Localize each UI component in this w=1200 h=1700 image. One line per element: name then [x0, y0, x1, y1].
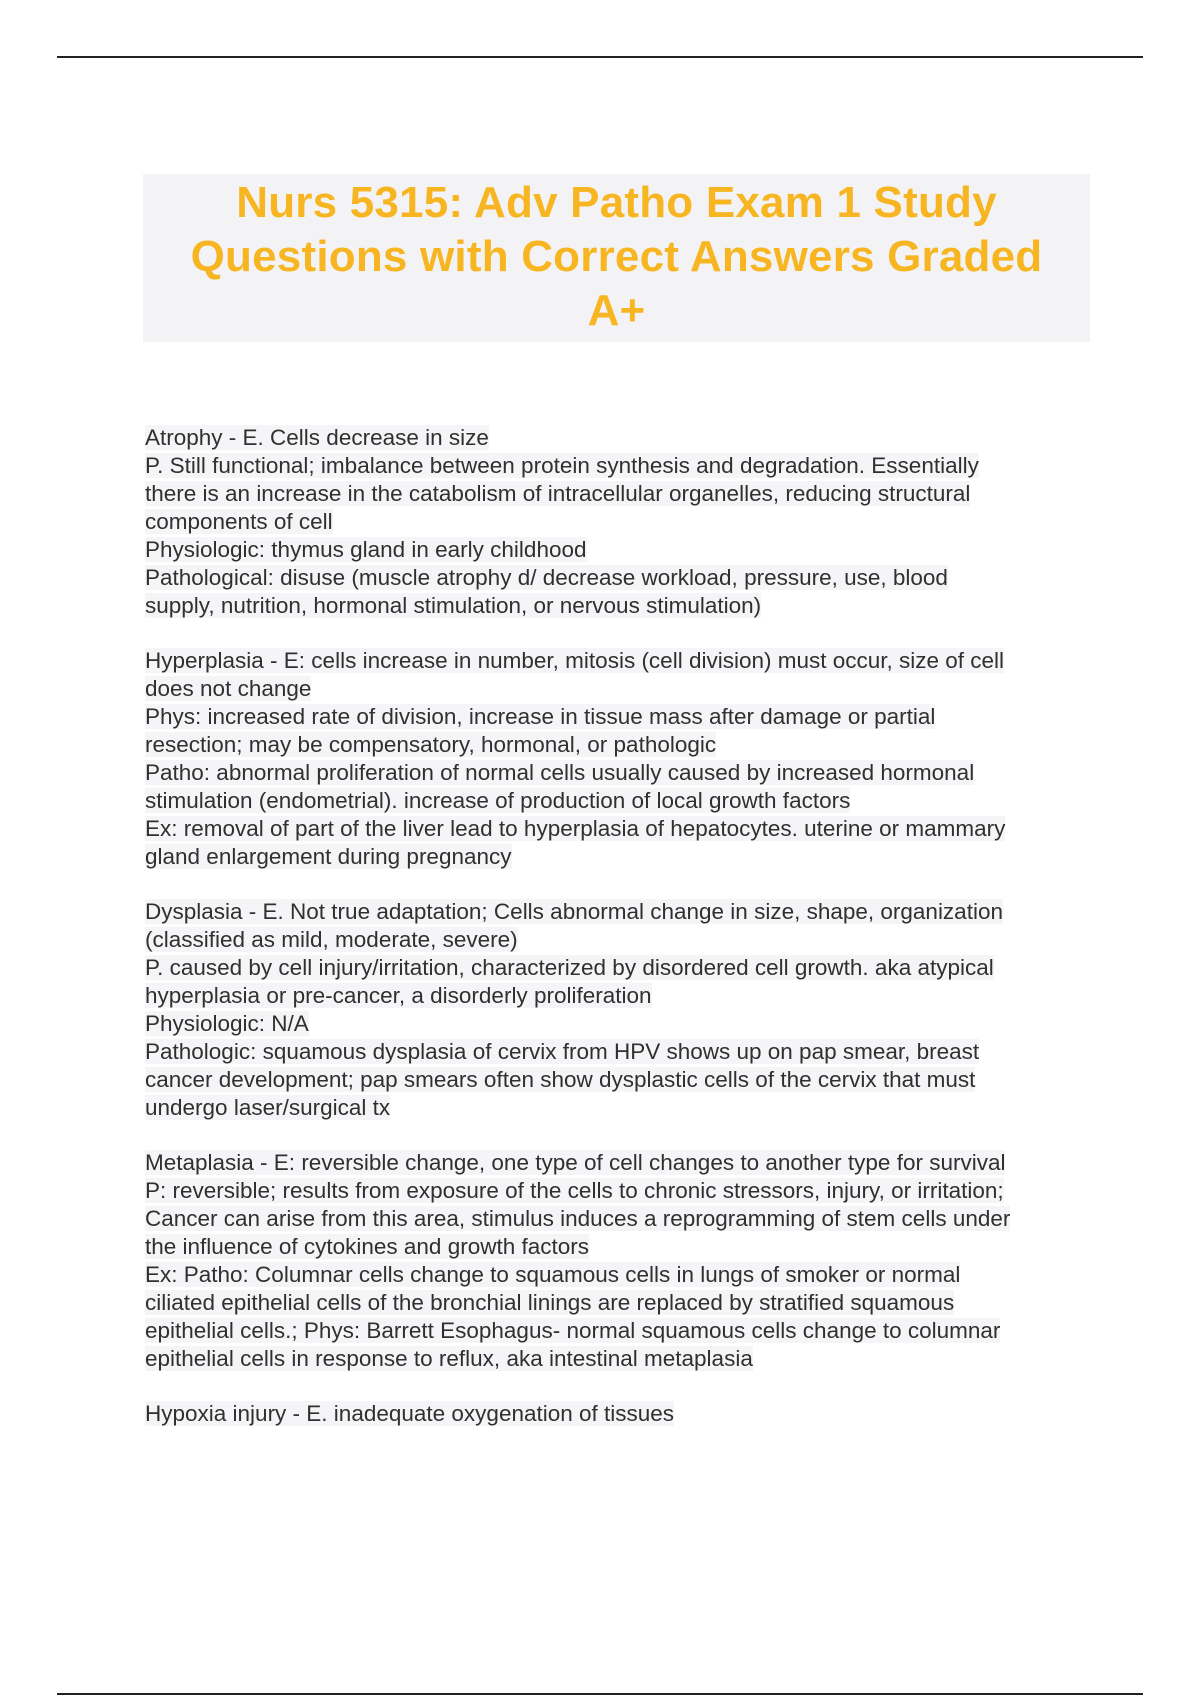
entry-atrophy — [145, 424, 1145, 620]
entry-line: P. caused by cell injury/irritation, characterized by disordered cell growth. aka atypical — [145, 955, 994, 980]
entry-line: Hypoxia injury - E. inadequate oxygenation of tissues — [145, 1401, 675, 1426]
entry-line: Physiologic: thymus gland in early childhood — [145, 537, 587, 562]
entry-line: P. Still functional; imbalance between protein synthesis and degradation. Essentially — [145, 453, 979, 478]
entry-line: stimulation (endometrial). increase of production of local growth factors — [145, 788, 851, 813]
entry-line: Pathologic: squamous dysplasia of cervix from HPV shows up on pap smear, breast — [145, 1039, 980, 1064]
entry-line: Ex: Patho: Columnar cells change to squamous cells in lungs of smoker or normal — [145, 1262, 961, 1287]
entry-line: Pathological: disuse (muscle atrophy d/ decrease workload, pressure, use, blood — [145, 565, 948, 590]
entry-dysplasia — [145, 898, 1145, 1122]
entry-line: Metaplasia - E: reversible change, one type of cell changes to another type for survival — [145, 1150, 1006, 1175]
entry-line: hyperplasia or pre-cancer, a disorderly proliferation — [145, 983, 652, 1008]
entry-line: Physiologic: N/A — [145, 1011, 309, 1036]
top-divider — [57, 56, 1143, 58]
entry-line: Patho: abnormal proliferation of normal cells usually caused by increased hormonal — [145, 760, 975, 785]
entry-line: cancer development; pap smears often show dysplastic cells of the cervix that must — [145, 1067, 976, 1092]
entry-line: Cancer can arise from this area, stimulus induces a reprogramming of stem cells under — [145, 1206, 1011, 1231]
entry-line: does not change — [145, 676, 312, 701]
entry-line: Atrophy - E. Cells decrease in size — [145, 425, 489, 450]
entry-hyperplasia — [145, 647, 1145, 871]
entry-line: there is an increase in the catabolism of intracellular organelles, reducing structural — [145, 481, 971, 506]
entry-line: Ex: removal of part of the liver lead to hyperplasia of hepatocytes. uterine or mammary — [145, 816, 1006, 841]
entry-metaplasia — [145, 1149, 1145, 1373]
study-questions-list — [145, 424, 1145, 1455]
entry-line: the influence of cytokines and growth factors — [145, 1234, 590, 1259]
entry-line: P: reversible; results from exposure of the cells to chronic stressors, injury, or irritation; — [145, 1178, 1004, 1203]
entry-line: epithelial cells.; Phys: Barrett Esophagus- normal squamous cells change to columnar — [145, 1318, 1001, 1343]
entry-line: components of cell — [145, 509, 333, 534]
entry-line: undergo laser/surgical tx — [145, 1095, 391, 1120]
document-title — [149, 176, 1084, 338]
title-line: Questions with Correct Answers Graded — [190, 232, 1043, 281]
entry-line: supply, nutrition, hormonal stimulation, or nervous stimulation) — [145, 593, 762, 618]
entry-line: Phys: increased rate of division, increase in tissue mass after damage or partial — [145, 704, 936, 729]
entry-line: epithelial cells in response to reflux, aka intestinal metaplasia — [145, 1346, 753, 1371]
entry-line: ciliated epithelial cells of the bronchial linings are replaced by stratified squamous — [145, 1290, 955, 1315]
entry-line: Hyperplasia - E: cells increase in number, mitosis (cell division) must occur, size of cell — [145, 648, 1005, 673]
entry-hypoxia-injury — [145, 1400, 1145, 1428]
title-line: Nurs 5315: Adv Patho Exam 1 Study — [236, 178, 997, 227]
entry-line: resection; may be compensatory, hormonal, or pathologic — [145, 732, 717, 757]
title-banner — [143, 174, 1090, 342]
entry-line: (classified as mild, moderate, severe) — [145, 927, 518, 952]
entry-line: gland enlargement during pregnancy — [145, 844, 512, 869]
bottom-divider — [57, 1693, 1143, 1695]
title-line: A+ — [587, 286, 646, 335]
entry-line: Dysplasia - E. Not true adaptation; Cells abnormal change in size, shape, organization — [145, 899, 1003, 924]
